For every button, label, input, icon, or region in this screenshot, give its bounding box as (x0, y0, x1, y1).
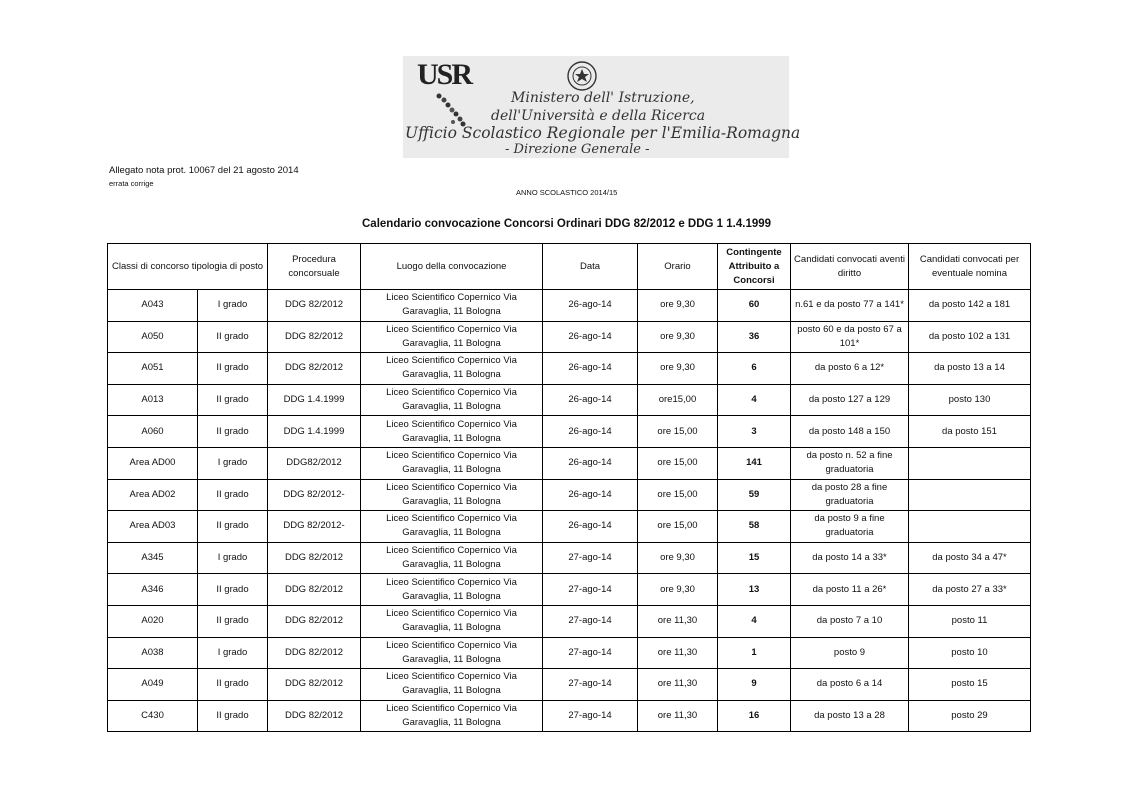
cell-luogo: Liceo Scientifico Copernico Via Garavaglia, 11 Bologna (361, 353, 543, 385)
cell-eventuale-nomina: da posto 102 a 131 (909, 321, 1031, 353)
cell-contingente: 58 (718, 511, 791, 543)
cell-luogo: Liceo Scientifico Copernico Via Garavaglia, 11 Bologna (361, 574, 543, 606)
cell-luogo: Liceo Scientifico Copernico Via Garavaglia, 11 Bologna (361, 669, 543, 701)
col-header-procedura: Procedura concorsuale (268, 244, 361, 290)
cell-data: 26-ago-14 (543, 353, 638, 385)
col-header-aventi-diritto: Candidati convocati aventi diritto (791, 244, 909, 290)
logo-line-ministry: Ministero dell' Istruzione, (511, 90, 695, 106)
cell-eventuale-nomina: posto 11 (909, 605, 1031, 637)
usr-logo-mark: USR (417, 58, 472, 91)
cell-aventi-diritto: da posto 6 a 14 (791, 669, 909, 701)
cell-contingente: 6 (718, 353, 791, 385)
cell-contingente: 36 (718, 321, 791, 353)
cell-luogo: Liceo Scientifico Copernico Via Garavaglia, 11 Bologna (361, 700, 543, 732)
cell-eventuale-nomina: da posto 13 a 14 (909, 353, 1031, 385)
cell-aventi-diritto: n.61 e da posto 77 a 141* (791, 290, 909, 322)
cell-aventi-diritto: da posto 7 a 10 (791, 605, 909, 637)
cell-data: 26-ago-14 (543, 447, 638, 479)
cell-eventuale-nomina: da posto 34 a 47* (909, 542, 1031, 574)
cell-aventi-diritto: da posto 14 a 33* (791, 542, 909, 574)
cell-luogo: Liceo Scientifico Copernico Via Garavaglia, 11 Bologna (361, 321, 543, 353)
table-row (108, 384, 1031, 416)
cell-eventuale-nomina (909, 511, 1031, 543)
cell-procedura: DDG 82/2012 (268, 542, 361, 574)
table-row (108, 511, 1031, 543)
cell-data: 27-ago-14 (543, 669, 638, 701)
republic-emblem-icon (566, 60, 598, 92)
cell-tipologia: II grado (198, 605, 268, 637)
cell-tipologia: I grado (198, 290, 268, 322)
cell-classe: A043 (108, 290, 198, 322)
cell-orario: ore15,00 (638, 384, 718, 416)
cell-classe: A346 (108, 574, 198, 606)
cell-data: 27-ago-14 (543, 574, 638, 606)
cell-aventi-diritto: da posto 28 a fine graduatoria (791, 479, 909, 511)
cell-data: 27-ago-14 (543, 605, 638, 637)
logo-line-direction: - Direzione Generale - (505, 142, 650, 157)
cell-orario: ore 11,30 (638, 605, 718, 637)
cell-procedura: DDG 82/2012 (268, 605, 361, 637)
cell-contingente: 60 (718, 290, 791, 322)
cell-aventi-diritto: da posto 9 a fine graduatoria (791, 511, 909, 543)
col-header-classi: Classi di concorso tipologia di posto (108, 244, 268, 290)
cell-contingente: 1 (718, 637, 791, 669)
cell-aventi-diritto: da posto 11 a 26* (791, 574, 909, 606)
cell-data: 26-ago-14 (543, 416, 638, 448)
cell-data: 26-ago-14 (543, 384, 638, 416)
col-header-contingente: Contingente Attribuito a Concorsi (718, 244, 791, 290)
table-row (108, 605, 1031, 637)
table-row (108, 669, 1031, 701)
cell-orario: ore 9,30 (638, 353, 718, 385)
cell-orario: ore 11,30 (638, 700, 718, 732)
cell-contingente: 16 (718, 700, 791, 732)
cell-orario: ore 15,00 (638, 479, 718, 511)
cell-eventuale-nomina: posto 10 (909, 637, 1031, 669)
cell-classe: A050 (108, 321, 198, 353)
cell-procedura: DDG 82/2012 (268, 353, 361, 385)
cell-aventi-diritto: da posto 127 a 129 (791, 384, 909, 416)
cell-contingente: 4 (718, 605, 791, 637)
table-row (108, 447, 1031, 479)
table-row (108, 416, 1031, 448)
cell-contingente: 59 (718, 479, 791, 511)
cell-aventi-diritto: da posto 13 a 28 (791, 700, 909, 732)
cell-classe: Area AD02 (108, 479, 198, 511)
cell-orario: ore 15,00 (638, 416, 718, 448)
cell-orario: ore 11,30 (638, 637, 718, 669)
cell-luogo: Liceo Scientifico Copernico Via Garavaglia, 11 Bologna (361, 416, 543, 448)
cell-orario: ore 9,30 (638, 574, 718, 606)
table-row (108, 479, 1031, 511)
cell-orario: ore 9,30 (638, 321, 718, 353)
cell-classe: A060 (108, 416, 198, 448)
cell-tipologia: II grado (198, 511, 268, 543)
cell-luogo: Liceo Scientifico Copernico Via Garavaglia, 11 Bologna (361, 637, 543, 669)
logo-line-office: Ufficio Scolastico Regionale per l'Emilia-Romagna (405, 124, 801, 142)
cell-classe: A020 (108, 605, 198, 637)
cell-luogo: Liceo Scientifico Copernico Via Garavaglia, 11 Bologna (361, 384, 543, 416)
cell-contingente: 15 (718, 542, 791, 574)
cell-procedura: DDG 82/2012 (268, 321, 361, 353)
cell-procedura: DDG 82/2012 (268, 637, 361, 669)
cell-orario: ore 9,30 (638, 542, 718, 574)
cell-tipologia: II grado (198, 669, 268, 701)
cell-procedura: DDG 82/2012 (268, 574, 361, 606)
cell-luogo: Liceo Scientifico Copernico Via Garavaglia, 11 Bologna (361, 605, 543, 637)
cell-classe: A013 (108, 384, 198, 416)
cell-luogo: Liceo Scientifico Copernico Via Garavaglia, 11 Bologna (361, 447, 543, 479)
cell-aventi-diritto: da posto 6 a 12* (791, 353, 909, 385)
cell-aventi-diritto: posto 60 e da posto 67 a 101* (791, 321, 909, 353)
cell-aventi-diritto: posto 9 (791, 637, 909, 669)
col-header-orario: Orario (638, 244, 718, 290)
cell-classe: A038 (108, 637, 198, 669)
table-row (108, 637, 1031, 669)
cell-contingente: 13 (718, 574, 791, 606)
cell-eventuale-nomina: posto 15 (909, 669, 1031, 701)
cell-procedura: DDG 82/2012 (268, 669, 361, 701)
cell-classe: Area AD03 (108, 511, 198, 543)
cell-procedura: DDG 82/2012- (268, 511, 361, 543)
table-row (108, 321, 1031, 353)
col-header-eventuale-nomina: Candidati convocati per eventuale nomina (909, 244, 1031, 290)
cell-data: 27-ago-14 (543, 542, 638, 574)
cell-data: 27-ago-14 (543, 637, 638, 669)
cell-tipologia: II grado (198, 353, 268, 385)
table-header-row (108, 244, 1031, 290)
cell-tipologia: II grado (198, 574, 268, 606)
cell-data: 26-ago-14 (543, 321, 638, 353)
cell-tipologia: II grado (198, 700, 268, 732)
cell-procedura: DDG82/2012 (268, 447, 361, 479)
cell-eventuale-nomina: posto 29 (909, 700, 1031, 732)
cell-data: 26-ago-14 (543, 511, 638, 543)
cell-data: 26-ago-14 (543, 479, 638, 511)
cell-tipologia: II grado (198, 321, 268, 353)
cell-orario: ore 11,30 (638, 669, 718, 701)
cell-procedura: DDG 1.4.1999 (268, 416, 361, 448)
cell-orario: ore 15,00 (638, 511, 718, 543)
errata-note: errata corrige (109, 179, 154, 188)
cell-eventuale-nomina: posto 130 (909, 384, 1031, 416)
cell-classe: A345 (108, 542, 198, 574)
cell-procedura: DDG 82/2012 (268, 290, 361, 322)
cell-tipologia: II grado (198, 384, 268, 416)
cell-aventi-diritto: da posto n. 52 a fine graduatoria (791, 447, 909, 479)
table-row (108, 542, 1031, 574)
school-year: ANNO SCOLASTICO 2014/15 (516, 188, 618, 197)
cell-luogo: Liceo Scientifico Copernico Via Garavaglia, 11 Bologna (361, 479, 543, 511)
cell-data: 27-ago-14 (543, 700, 638, 732)
cell-classe: A049 (108, 669, 198, 701)
cell-classe: C430 (108, 700, 198, 732)
cell-tipologia: II grado (198, 416, 268, 448)
cell-tipologia: I grado (198, 447, 268, 479)
cell-luogo: Liceo Scientifico Copernico Via Garavaglia, 11 Bologna (361, 290, 543, 322)
cell-procedura: DDG 82/2012- (268, 479, 361, 511)
cell-procedura: DDG 82/2012 (268, 700, 361, 732)
cell-orario: ore 9,30 (638, 290, 718, 322)
cell-eventuale-nomina: da posto 142 a 181 (909, 290, 1031, 322)
cell-contingente: 9 (718, 669, 791, 701)
table-row (108, 353, 1031, 385)
cell-luogo: Liceo Scientifico Copernico Via Garavaglia, 11 Bologna (361, 542, 543, 574)
convocation-table (107, 243, 1031, 732)
cell-contingente: 3 (718, 416, 791, 448)
logo-line-university: dell'Università e della Ricerca (491, 108, 706, 124)
table-row (108, 700, 1031, 732)
attachment-note: Allegato nota prot. 10067 del 21 agosto 2014 (109, 165, 299, 176)
cell-aventi-diritto: da posto 148 a 150 (791, 416, 909, 448)
cell-data: 26-ago-14 (543, 290, 638, 322)
cell-contingente: 141 (718, 447, 791, 479)
cell-orario: ore 15,00 (638, 447, 718, 479)
document-title: Calendario convocazione Concorsi Ordinari DDG 82/2012 e DDG 1 1.4.1999 (362, 218, 772, 230)
letterhead-logo (403, 56, 801, 158)
cell-tipologia: I grado (198, 542, 268, 574)
cell-tipologia: I grado (198, 637, 268, 669)
col-header-luogo: Luogo della convocazione (361, 244, 543, 290)
cell-classe: Area AD00 (108, 447, 198, 479)
table-row (108, 290, 1031, 322)
cell-eventuale-nomina: da posto 27 a 33* (909, 574, 1031, 606)
cell-contingente: 4 (718, 384, 791, 416)
col-header-data: Data (543, 244, 638, 290)
cell-luogo: Liceo Scientifico Copernico Via Garavaglia, 11 Bologna (361, 511, 543, 543)
table-row (108, 574, 1031, 606)
cell-tipologia: II grado (198, 479, 268, 511)
cell-classe: A051 (108, 353, 198, 385)
cell-eventuale-nomina (909, 447, 1031, 479)
cell-procedura: DDG 1.4.1999 (268, 384, 361, 416)
cell-eventuale-nomina (909, 479, 1031, 511)
cell-eventuale-nomina: da posto 151 (909, 416, 1031, 448)
